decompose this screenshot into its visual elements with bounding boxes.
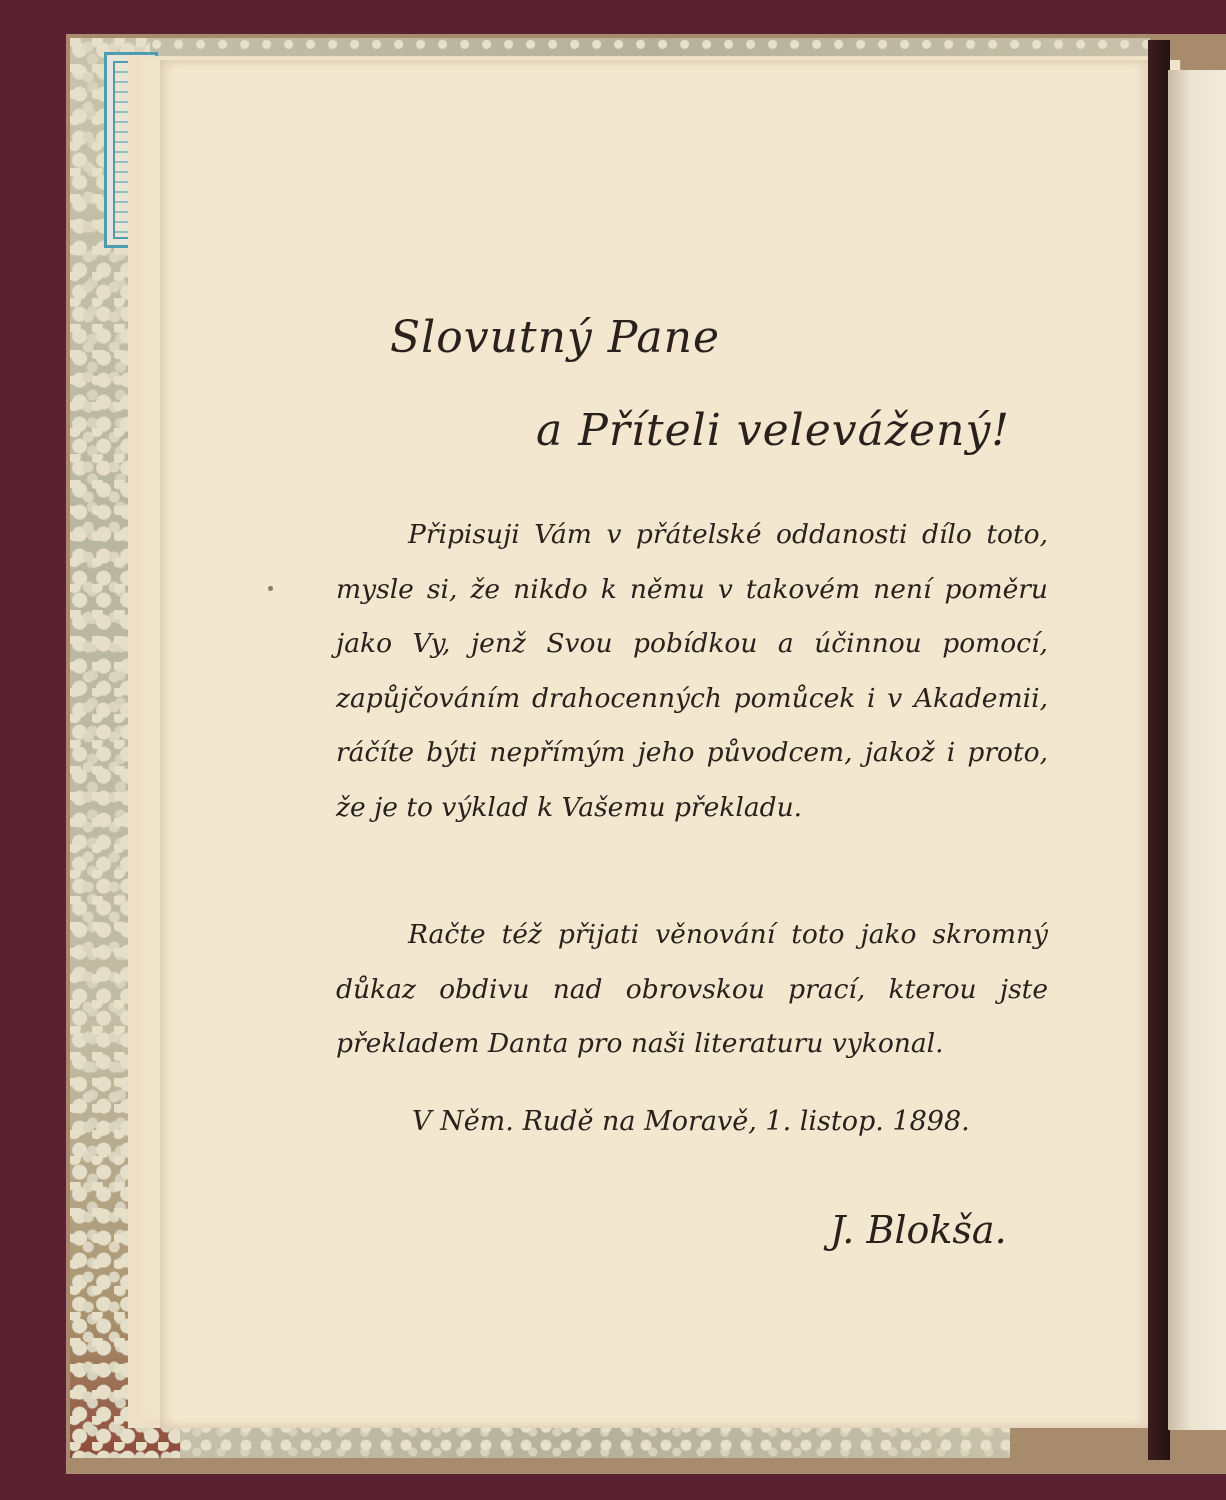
book-gutter xyxy=(1148,40,1170,1460)
salutation-line-1: Slovutný Pane xyxy=(390,312,721,363)
salutation-line-2: a Příteli velevážený! xyxy=(536,405,1010,456)
author-signature: J. Blokša. xyxy=(830,1208,1007,1252)
paper-speck xyxy=(268,586,273,591)
dedication-paragraph-1: Připisuji Vám v přátelské oddanosti dílo toto, mysle si, že nikdo k němu v takovém není poměru jako Vy, jenž Svou pobídkou a účinnou pomocí, zapůjčováním drahocenných pomůcek i v Akademii, ráčíte býti nepřímým jeho původcem, jakož i proto, že je to výklad k Vašemu překladu. xyxy=(336,519,1048,823)
facing-page-edge xyxy=(1168,70,1226,1430)
place-and-date: V Něm. Rudě na Moravě, 1. listop. 1898. xyxy=(412,1106,970,1137)
dedication-paragraph-2: Račte též přijati věnování toto jako skromný důkaz obdivu nad obrovskou prací, kterou jste překladem Danta pro naši literaturu vykonal. xyxy=(336,919,1048,1059)
